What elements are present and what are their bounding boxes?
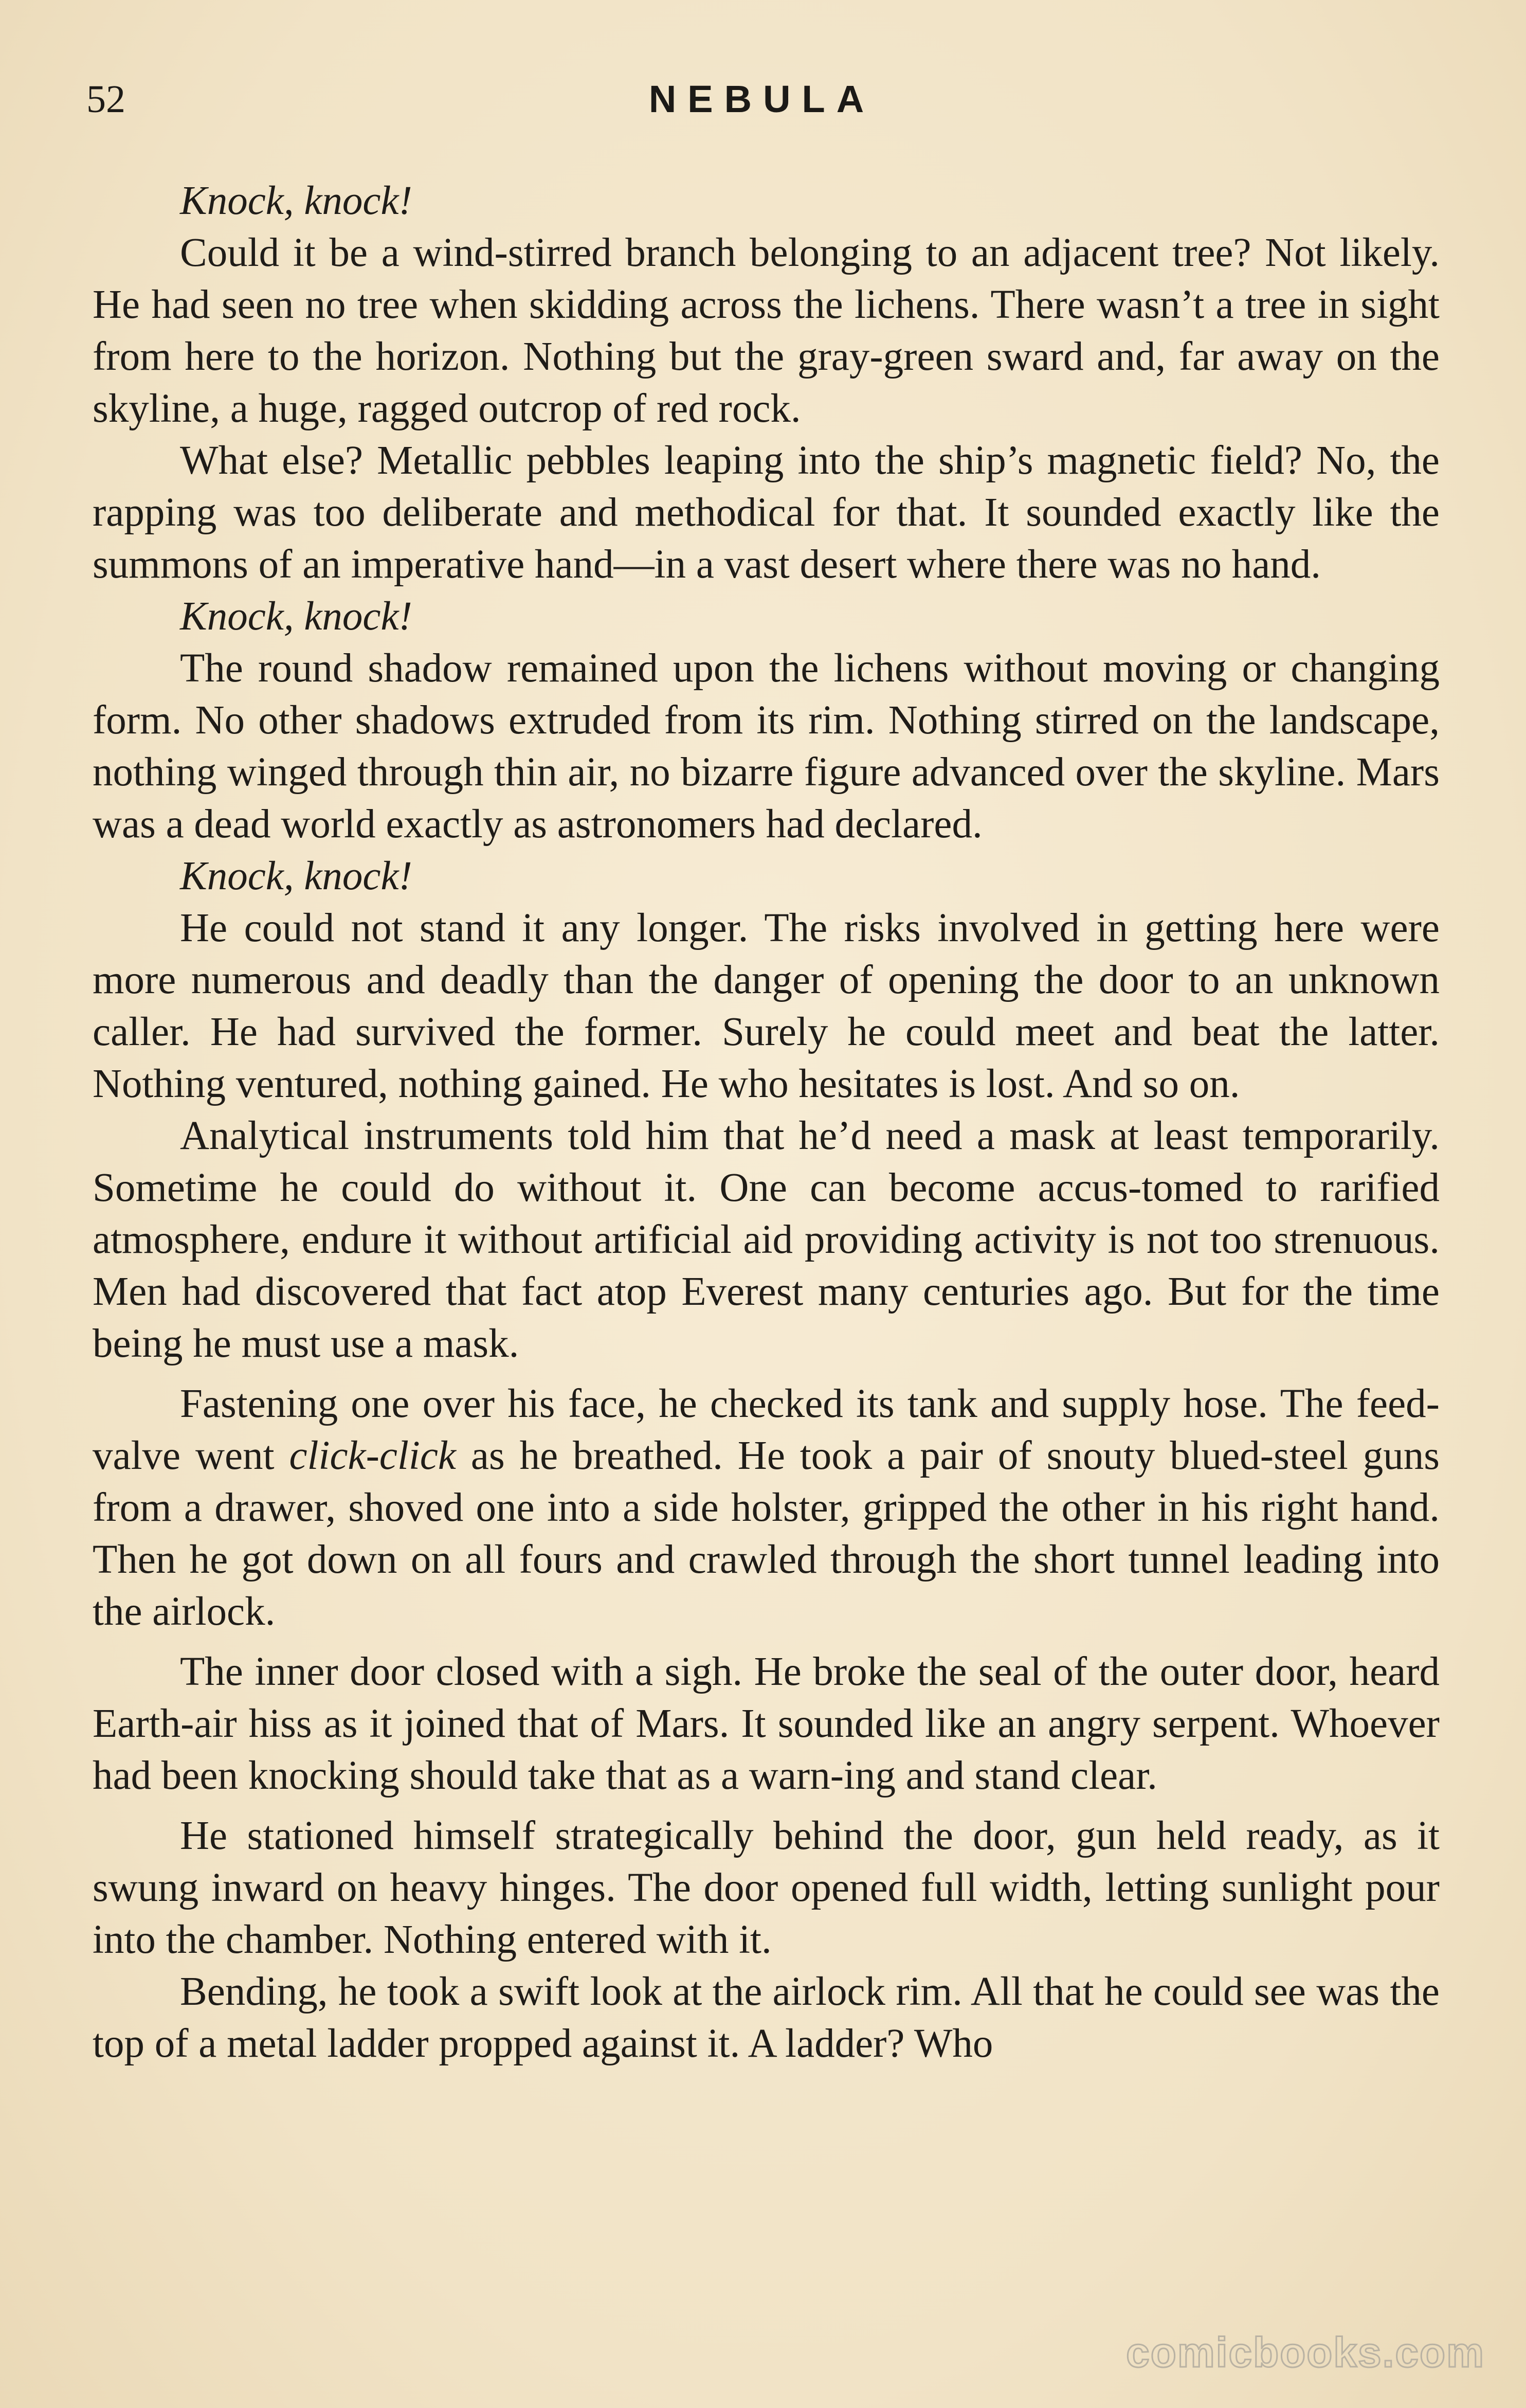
paragraph: The round shadow remained upon the lichens without moving or changing form. No other shadows extruded from its rim. Nothing stirred on the landscape, nothing winged through thin air, no bizarre figure advanced over the skyline. Mars was a dead world exactly as astronomers had declared. <box>93 646 1440 847</box>
page-number: 52 <box>86 78 125 121</box>
paragraph: Knock, knock! <box>180 178 412 223</box>
watermark-logo: comicbooks.com <box>1126 2329 1485 2376</box>
paragraph: He could not stand it any longer. The risks involved in getting here were more numerous and deadly than the danger of opening the door to an unknown caller. He had survived the former. Surely he could meet and beat the latter. Nothing ventured, nothing gained. He who hesitates is lost. And so on. <box>93 906 1440 1106</box>
paragraph: He stationed himself strategically behind the door, gun held ready, as it swung inward on heavy hinges. The door opened full width, letting sunlight pour into the chamber. Nothing entered with it. <box>93 1813 1440 1962</box>
paragraph: Knock, knock! <box>180 854 412 898</box>
running-title: NEBULA <box>648 78 876 120</box>
paragraph: Fastening one over his face, he checked its tank and supply hose. The feed-valve went click-click as he breathed. He took a pair of snouty blued-steel guns from a drawer, shoved one into a side holster, gripped the other in his right hand. Then he got down on all fours and crawled through the short tunnel leading into the airlock. <box>93 1381 1440 1634</box>
paragraph: Knock, knock! <box>180 594 412 639</box>
paragraph: Analytical instruments told him that he’d need a mask at least temporarily. Sometime he could do without it. One can become accus-tomed to rarified atmosphere, endure it without artificial aid providing activity is not too strenuous. Men had discovered that fact atop Everest many centuries ago. But for the time being he must use a mask. <box>93 1113 1440 1366</box>
paragraph: What else? Metallic pebbles leaping into the ship’s magnetic field? No, the rapping was too deliberate and methodical for that. It sounded exactly like the summons of an imperative hand—in a vast desert where there was no hand. <box>93 438 1440 587</box>
paragraph: Could it be a wind-stirred branch belonging to an adjacent tree? Not likely. He had seen no tree when skidding across the lichens. There wasn’t a tree in sight from here to the horizon. Nothing but the gray-green sward and, far away on the skyline, a huge, ragged outcrop of red rock. <box>93 230 1440 431</box>
body-text <box>93 175 1440 2070</box>
paragraph: The inner door closed with a sigh. He broke the seal of the outer door, heard Earth-air hiss as it joined that of Mars. It sounded like an angry serpent. Whoever had been knocking should take that as a warn-ing and stand clear. <box>93 1649 1440 1798</box>
page-header <box>86 77 1438 134</box>
paragraph: Bending, he took a swift look at the airlock rim. All that he could see was the top of a metal ladder propped against it. A ladder? Who <box>93 1969 1440 2066</box>
